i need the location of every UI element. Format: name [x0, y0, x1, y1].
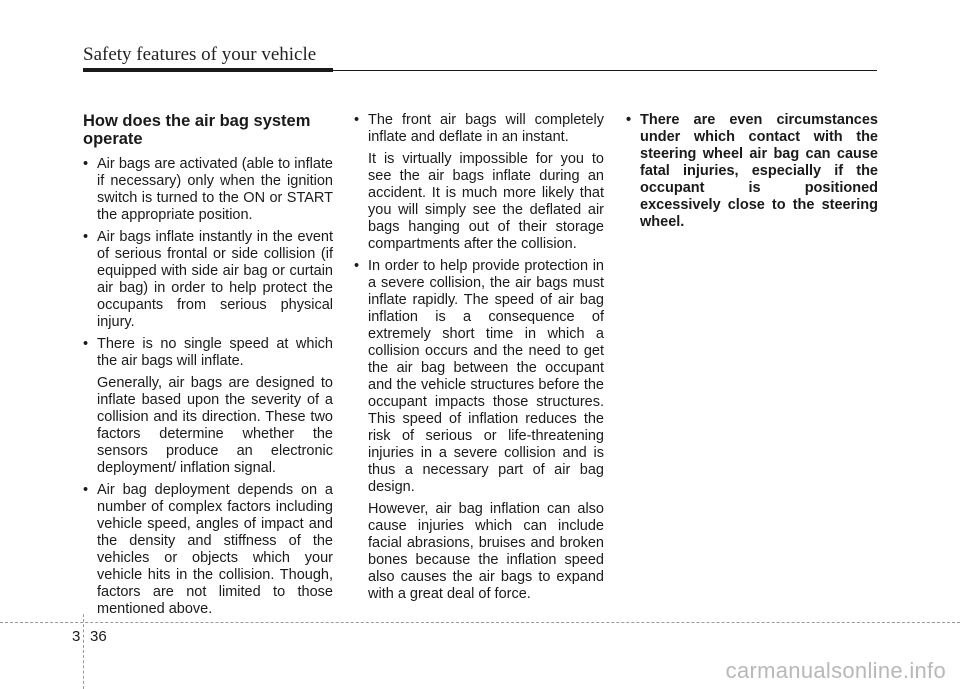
bullet-item	[83, 482, 333, 618]
header-rule	[333, 70, 877, 71]
footer-rule	[0, 622, 960, 623]
bullet-text: There is no single speed at which the air bags will inflate.	[97, 336, 333, 369]
page-number: 36	[90, 628, 107, 645]
bullet-text: Air bags are activated (able to inflate if necessary) only when the ignition switch is turned to the ON or START the appropriate position.	[97, 156, 333, 223]
bullet-icon: •	[83, 229, 89, 245]
paragraph: Generally, air bags are designed to inflate based upon the severity of a collision and its direction. These two factors determine whether the sensors produce an electronic deployment/ inflation signal.	[97, 375, 333, 476]
bullet-text: There are even circumstances under which contact with the steering wheel air bag can cause fatal injuries, especially if the occupant is positioned excessively close to the steering wheel.	[640, 112, 878, 230]
page-header-title: Safety features of your vehicle	[83, 44, 317, 65]
bullet-icon: •	[83, 156, 89, 172]
column-3	[626, 112, 878, 236]
bullet-item	[83, 156, 333, 224]
bullet-icon: •	[83, 482, 89, 498]
column-2	[354, 112, 604, 608]
footer-divider	[83, 614, 84, 689]
paragraph: It is virtually impossible for you to see the air bags inflate during an accident. It is much more likely that you will simply see the deflated air bags hanging out of their storage compartments after the collision.	[368, 151, 604, 252]
paragraph: However, air bag inflation can also cause injuries which can include facial abrasions, bruises and broken bones because the inflation speed also causes the air bags to expand with a great deal of force.	[368, 501, 604, 602]
bullet-text: Air bag deployment depends on a number of complex factors including vehicle speed, angles of impact and the density and stiffness of the vehicles or objects which your vehicle hits in the collision. Though, factors are not limited to those mentioned above.	[97, 482, 333, 617]
watermark: carmanualsonline.info	[725, 658, 946, 683]
chapter-number: 3	[72, 628, 81, 645]
bullet-text: The front air bags will completely inflate and deflate in an instant.	[368, 112, 604, 145]
bullet-item	[354, 258, 604, 496]
section-heading: How does the air bag system operate	[83, 112, 311, 148]
bullet-icon: •	[354, 112, 360, 128]
header-bar	[83, 68, 333, 72]
bullet-icon: •	[626, 112, 632, 128]
bullet-text: In order to help provide protection in a severe collision, the air bags must inflate rapidly. The speed of air bag inflation is a consequence of extremely short time in which a collision occurs and the need to get the air bag between the occupant and the vehicle structures before the occupant impacts those structures. This speed of inflation reduces the risk of serious or life-threatening injuries in a severe collision and is thus a necessary part of air bag design.	[368, 258, 604, 495]
bullet-icon: •	[354, 258, 360, 274]
warning-bullet-item	[626, 112, 878, 231]
bullet-item	[83, 229, 333, 331]
bullet-text: Air bags inflate instantly in the event of serious frontal or side collision (if equipped with side air bag or curtain air bag) in order to help protect the occupants from serious physical injury.	[97, 229, 333, 330]
column-1	[83, 112, 333, 623]
bullet-icon: •	[83, 336, 89, 352]
bullet-item	[83, 336, 333, 370]
bullet-item	[354, 112, 604, 146]
